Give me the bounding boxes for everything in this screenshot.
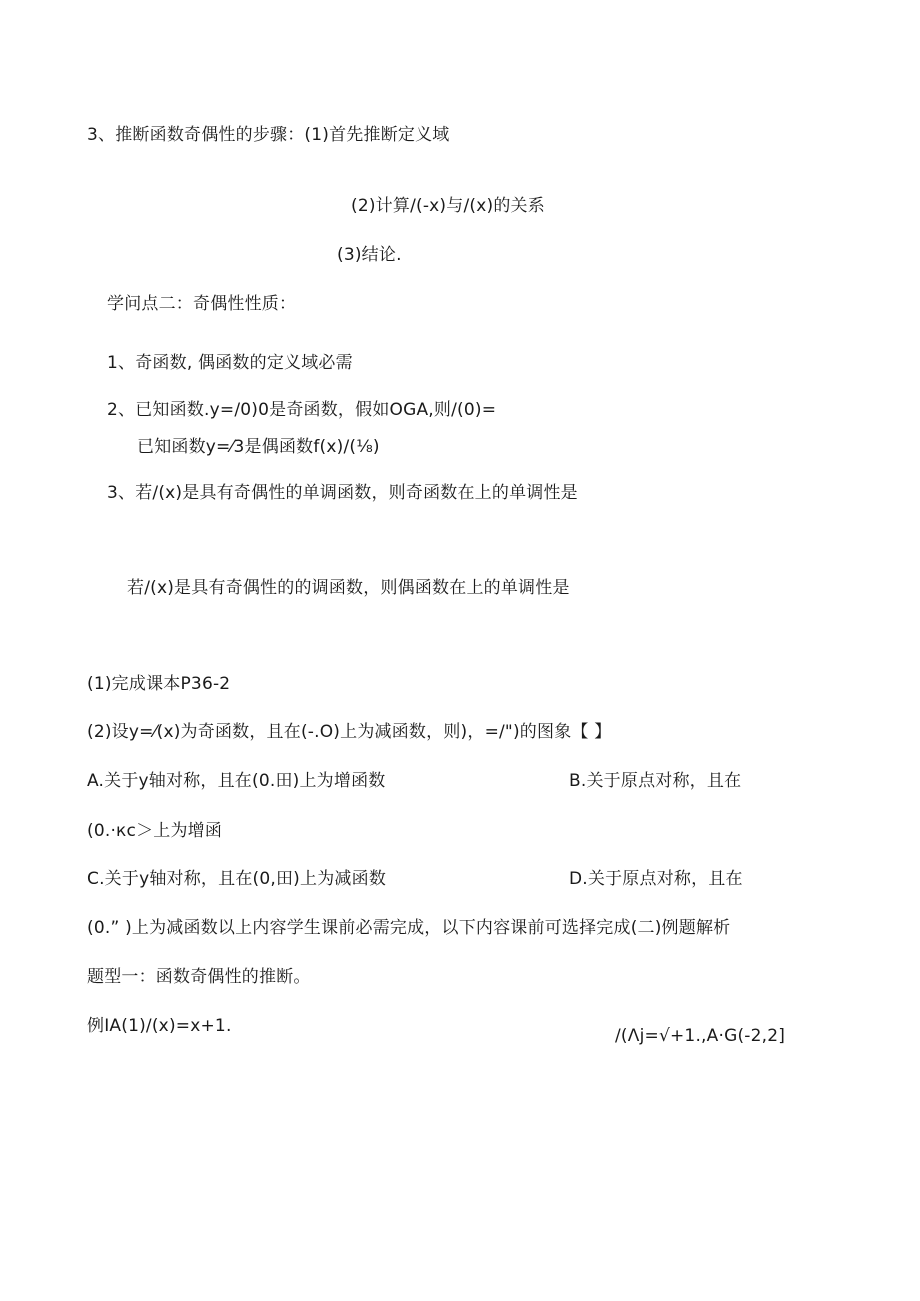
option-b-continued: (0.·кс＞上为增函	[87, 821, 223, 841]
example-1-right: /(Λj=√+1.,A·G(-2,2]	[615, 1026, 786, 1046]
knowledge-heading: 学问点二：奇偶性性质：	[107, 294, 297, 314]
property-item-3b: 若/(x)是具有奇偶性的的调函数，则偶函数在上的单调性是	[127, 578, 570, 598]
property-item-3a: 3、若/(x)是具有奇偶性的单调函数，则奇函数在上的单调性是	[107, 483, 578, 503]
property-item-1: 1、奇函数, 偶函数的定义域必需	[107, 353, 353, 373]
option-d-continued: (0.” )上为减函数以上内容学生课前必需完成，以下内容课前可选择完成(二)例题解析	[87, 918, 731, 938]
steps-title: 3、推断函数奇偶性的步骤：(1)首先推断定义域	[87, 125, 450, 145]
step-2: (2)计算/(-x)与/(x)的关系	[351, 196, 545, 216]
option-c: C.关于y轴对称，且在(0,田)上为减函数	[87, 869, 387, 889]
exercise-1: (1)完成课本P36-2	[87, 674, 231, 694]
property-item-2a: 2、已知函数.y=/0)0是奇函数，假如OGA,则/(0)=	[107, 400, 497, 420]
example-1-left: 例IA(1)/(x)=x+1.	[87, 1016, 232, 1036]
option-d: D.关于原点对称，且在	[569, 869, 743, 889]
step-3: (3)结论.	[337, 245, 402, 265]
option-a: A.关于y轴对称，且在(0.田)上为增函数	[87, 771, 386, 791]
type-one-heading: 题型一：函数奇偶性的推断。	[87, 967, 311, 987]
option-b: B.关于原点对称，且在	[569, 771, 742, 791]
property-item-2b: 已知函数y=⁄3是偶函数f(x)/(⅛)	[137, 437, 380, 457]
exercise-2: (2)设y=⁄(x)为奇函数，且在(-.O)上为减函数，则)，=/")的图象【 】	[87, 722, 612, 742]
